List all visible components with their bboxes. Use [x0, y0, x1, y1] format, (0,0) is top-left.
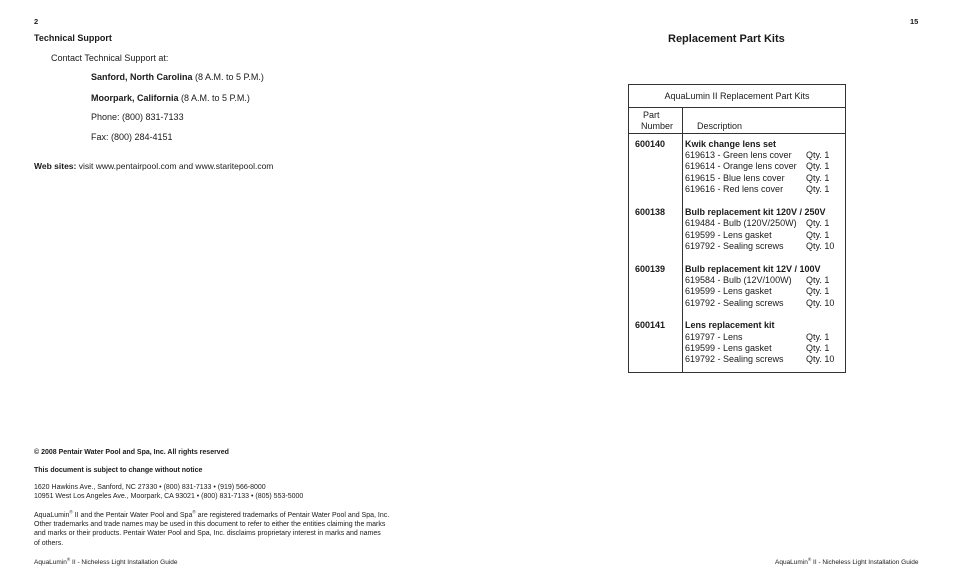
left-footer-brand: AquaLumin	[34, 559, 67, 566]
kit-item-description: 619792 - Sealing screws	[685, 241, 784, 251]
trademark-text-a: II and the Pentair Water Pool and Spa	[72, 512, 193, 519]
left-page-number: 2	[34, 17, 39, 26]
copyright-notice: © 2008 Pentair Water Pool and Spa, Inc. All rights reserved	[34, 449, 229, 456]
table-divider	[629, 107, 845, 108]
kit-item-quantity: Qty. 10	[806, 354, 835, 364]
kit-item-description: 619615 - Blue lens cover	[685, 173, 785, 183]
replacement-kits-title: Replacement Part Kits	[668, 33, 785, 45]
kit-part-number: 600139	[635, 264, 666, 274]
col-header-part: Part	[643, 110, 660, 120]
table-divider	[629, 133, 845, 134]
right-page-number: 15	[910, 17, 919, 26]
trademark-line-2: Other trademarks and trade names may be used in this document to refer to either the entities claiming the marks	[34, 521, 386, 528]
kit-item-description: 619613 - Green lens cover	[685, 150, 792, 160]
websites-label: Web sites:	[34, 161, 77, 171]
right-footer	[775, 556, 919, 566]
change-notice: This document is subject to change without notice	[34, 467, 203, 474]
registered-mark: ®	[192, 509, 196, 515]
right-footer-text: II - Nicheless Light Installation Guide	[811, 559, 919, 566]
kit-item-quantity: Qty. 10	[806, 298, 835, 308]
sanford-location	[91, 72, 264, 82]
trademark-line-1	[34, 509, 390, 519]
kit-part-number: 600138	[635, 207, 666, 217]
left-footer-text: II - Nicheless Light Installation Guide	[70, 559, 178, 566]
kit-item-description: 619599 - Lens gasket	[685, 286, 772, 296]
kit-item-description: 619599 - Lens gasket	[685, 230, 772, 240]
kit-item-quantity: Qty. 1	[806, 218, 830, 228]
kit-part-number: 600141	[635, 320, 666, 330]
trademark-line-3: and marks or their products. Pentair Water Pool and Spa, Inc. disclaims proprietary interest in marks and names	[34, 530, 381, 537]
kit-item-description: 619792 - Sealing screws	[685, 354, 784, 364]
col-header-number: Number	[641, 121, 674, 131]
registered-mark: ®	[66, 556, 71, 562]
fax-number: Fax: (800) 284-4151	[91, 132, 173, 142]
websites-line	[34, 161, 273, 171]
moorpark-name: Moorpark, California	[91, 93, 179, 103]
websites-text: visit www.pentairpool.com and www.staritepool.com	[78, 161, 274, 171]
technical-support-heading: Technical Support	[34, 33, 112, 43]
kit-item-quantity: Qty. 1	[806, 343, 830, 353]
table-column-divider	[682, 107, 683, 372]
registered-mark: ®	[69, 509, 73, 515]
address-moorpark: 10951 West Los Angeles Ave., Moorpark, CA 93021 • (800) 831-7133 • (805) 553-5000	[34, 493, 304, 500]
kit-item-description: 619599 - Lens gasket	[685, 343, 772, 353]
kit-item-quantity: Qty. 1	[806, 230, 830, 240]
kit-item-description: 619484 - Bulb (120V/250W)	[685, 218, 797, 228]
kit-item-quantity: Qty. 1	[806, 161, 830, 171]
trademark-line-4: of others.	[34, 540, 64, 547]
trademark-brand: AquaLumin	[34, 512, 70, 519]
address-sanford: 1620 Hawkins Ave., Sanford, NC 27330 • (800) 831-7133 • (919) 566-8000	[34, 484, 266, 491]
col-header-description: Description	[697, 121, 743, 131]
sanford-name: Sanford, North Carolina	[91, 72, 193, 82]
kit-item-description: 619614 - Orange lens cover	[685, 161, 797, 171]
left-footer	[34, 556, 178, 566]
kit-part-number: 600140	[635, 139, 666, 149]
replacement-kits-table	[628, 84, 846, 373]
kit-item-description: 619797 - Lens	[685, 332, 743, 342]
phone-number: Phone: (800) 831-7133	[91, 112, 184, 122]
kit-item-quantity: Qty. 1	[806, 150, 830, 160]
moorpark-location	[91, 93, 250, 103]
kit-item-quantity: Qty. 1	[806, 286, 830, 296]
kit-title: Bulb replacement kit 12V / 100V	[685, 264, 821, 274]
kit-title: Lens replacement kit	[685, 320, 775, 330]
kit-title: Bulb replacement kit 120V / 250V	[685, 207, 826, 217]
kit-item-description: 619584 - Bulb (12V/100W)	[685, 275, 792, 285]
sanford-hours: (8 A.M. to 5 P.M.)	[195, 72, 264, 82]
trademark-text-b: are registered trademarks of Pentair Water Pool and Spa, Inc.	[195, 512, 390, 519]
contact-intro: Contact Technical Support at:	[51, 53, 169, 63]
kit-item-quantity: Qty. 1	[806, 332, 830, 342]
kit-item-quantity: Qty. 1	[806, 184, 830, 194]
registered-mark: ®	[807, 556, 812, 562]
kit-item-description: 619616 - Red lens cover	[685, 184, 784, 194]
kit-item-quantity: Qty. 10	[806, 241, 835, 251]
kit-item-quantity: Qty. 1	[806, 275, 830, 285]
kit-item-quantity: Qty. 1	[806, 173, 830, 183]
kit-item-description: 619792 - Sealing screws	[685, 298, 784, 308]
moorpark-hours: (8 A.M. to 5 P.M.)	[181, 93, 250, 103]
kit-title: Kwik change lens set	[685, 139, 777, 149]
right-footer-brand: AquaLumin	[775, 559, 808, 566]
table-caption: AquaLumin II Replacement Part Kits	[664, 91, 810, 101]
